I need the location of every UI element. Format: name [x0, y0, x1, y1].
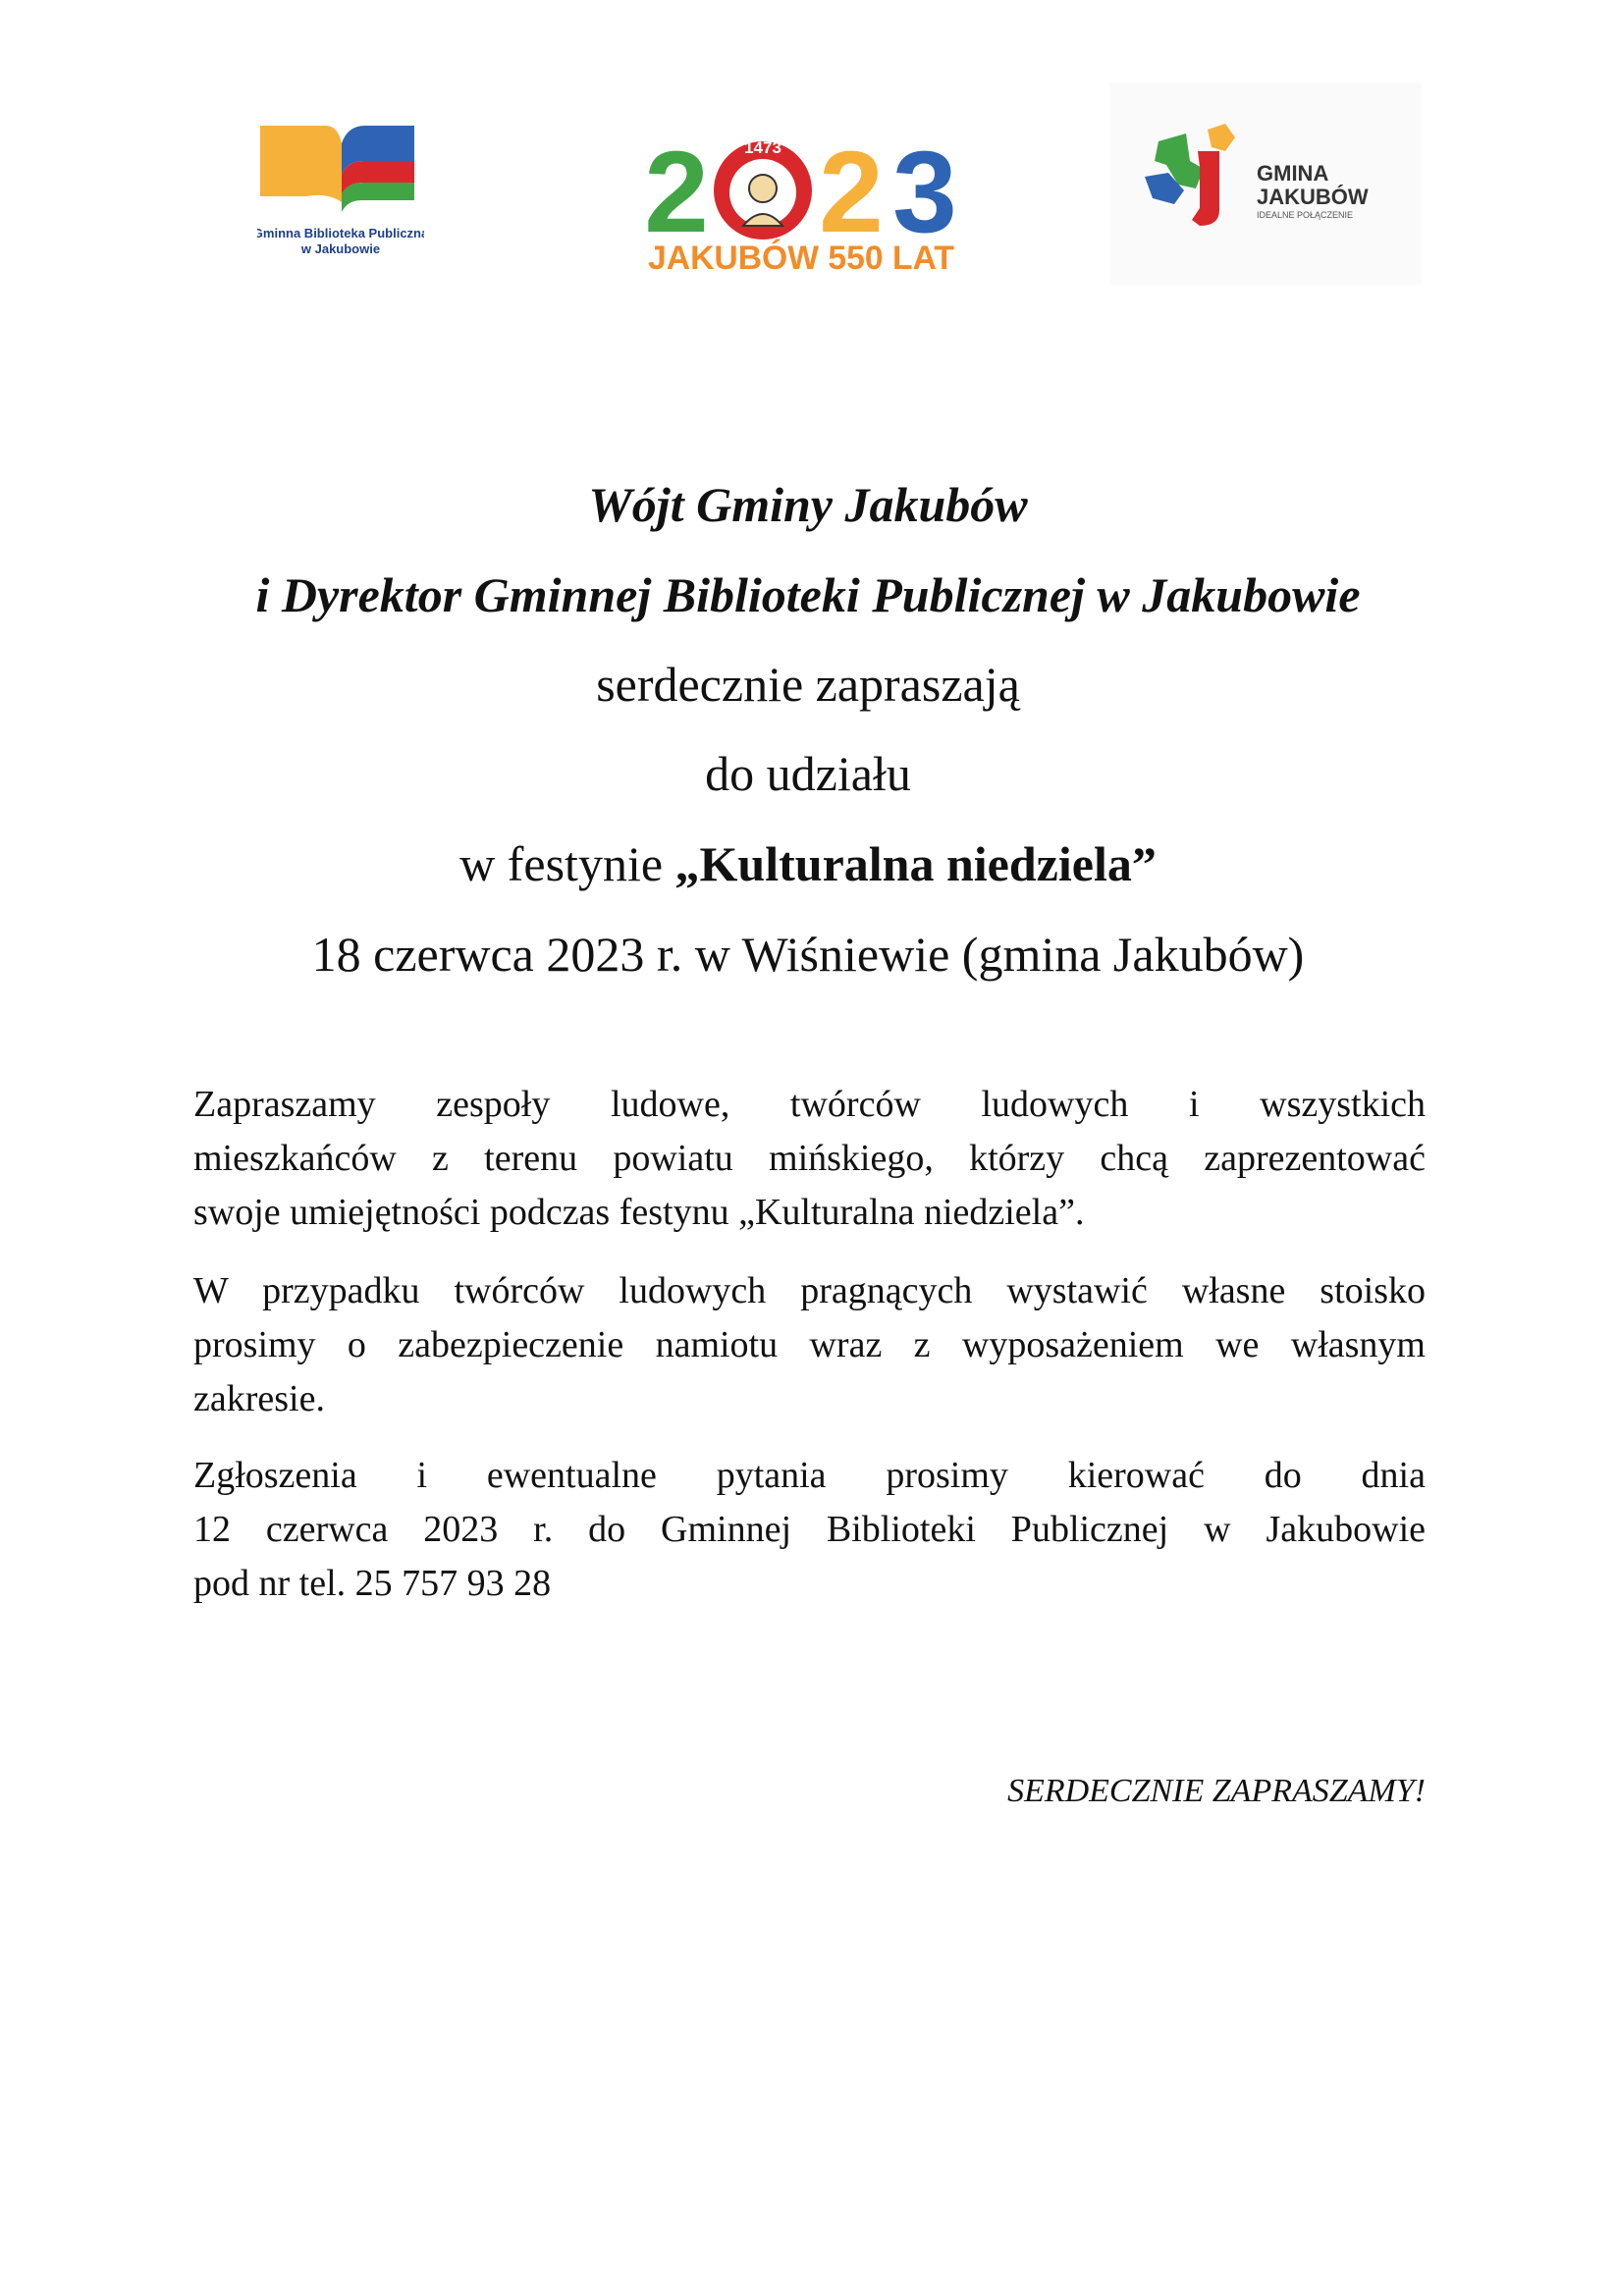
- paragraph-stands: [193, 1264, 1426, 1426]
- header-line-festival: [0, 834, 1616, 893]
- closing-text: SERDECZNIE ZAPRASZAMY!: [1007, 1773, 1426, 1809]
- library-logo-text-1: Gminna Biblioteka Publiczna: [257, 226, 424, 240]
- header-line-date-place: 18 czerwca 2023 r. w Wiśniewie (gmina Jakubów): [311, 927, 1305, 982]
- paragraph-registration: [193, 1449, 1426, 1611]
- header-festival-prefix: w festynie: [459, 836, 675, 891]
- library-logo: [257, 122, 424, 269]
- gmina-logo-slogan: IDEALNE POŁĄCZENIE: [1257, 210, 1354, 220]
- library-logo-text-2: w Jakubowie: [300, 241, 381, 256]
- anniv-year-1473: 1473: [744, 138, 781, 157]
- header-line-dyrektor: i Dyrektor Gminnej Biblioteki Publicznej w Jakubowie: [255, 567, 1361, 622]
- paragraph-line: W przypadku twórców ludowych pragnących wystawić własne stoisko: [193, 1270, 1426, 1311]
- anniv-digit-1: 2: [645, 133, 709, 257]
- header-line-wojt: Wójt Gminy Jakubów: [588, 477, 1028, 532]
- paragraph-line: swoje umiejętności podczas festynu „Kulturalna niedziela”.: [193, 1192, 1085, 1233]
- header-line-participation: do udziału: [705, 746, 911, 801]
- header-line-invite: serdecznie zapraszają: [596, 657, 1020, 712]
- paragraph-line: 12 czerwca 2023 r. do Gminnej Biblioteki Publicznej w Jakubowie: [193, 1509, 1426, 1550]
- paragraph-invitation: [193, 1078, 1426, 1240]
- event-name: „Kulturalna niedziela”: [674, 836, 1157, 891]
- anniversary-logo: [645, 133, 957, 273]
- anniv-digit-2: 2: [819, 133, 884, 257]
- saint-figure-icon: [749, 175, 777, 202]
- paragraph-line: pod nr tel. 25 757 93 28: [193, 1563, 552, 1604]
- gmina-logo-name-2: JAKUBÓW: [1257, 185, 1369, 209]
- paragraph-line: Zgłoszenia i ewentualne pytania prosimy kierować do dnia: [193, 1455, 1426, 1496]
- paragraph-line: prosimy o zabezpieczenie namiotu wraz z wyposażeniem we własnym: [193, 1324, 1426, 1365]
- anniv-digit-3: 3: [892, 133, 957, 257]
- paragraph-line: Zapraszamy zespoły ludowe, twórców ludowych i wszystkich: [193, 1084, 1426, 1125]
- gmina-logo: [1109, 82, 1422, 285]
- book-icon: [257, 122, 424, 269]
- anniv-logo-text: JAKUBÓW 550 LAT: [648, 240, 955, 273]
- paragraph-line: mieszkańców z terenu powiatu mińskiego, którzy chcą zaprezentować: [193, 1138, 1426, 1179]
- gmina-logo-name-1: GMINA: [1257, 161, 1329, 186]
- paragraph-line: zakresie.: [193, 1378, 325, 1419]
